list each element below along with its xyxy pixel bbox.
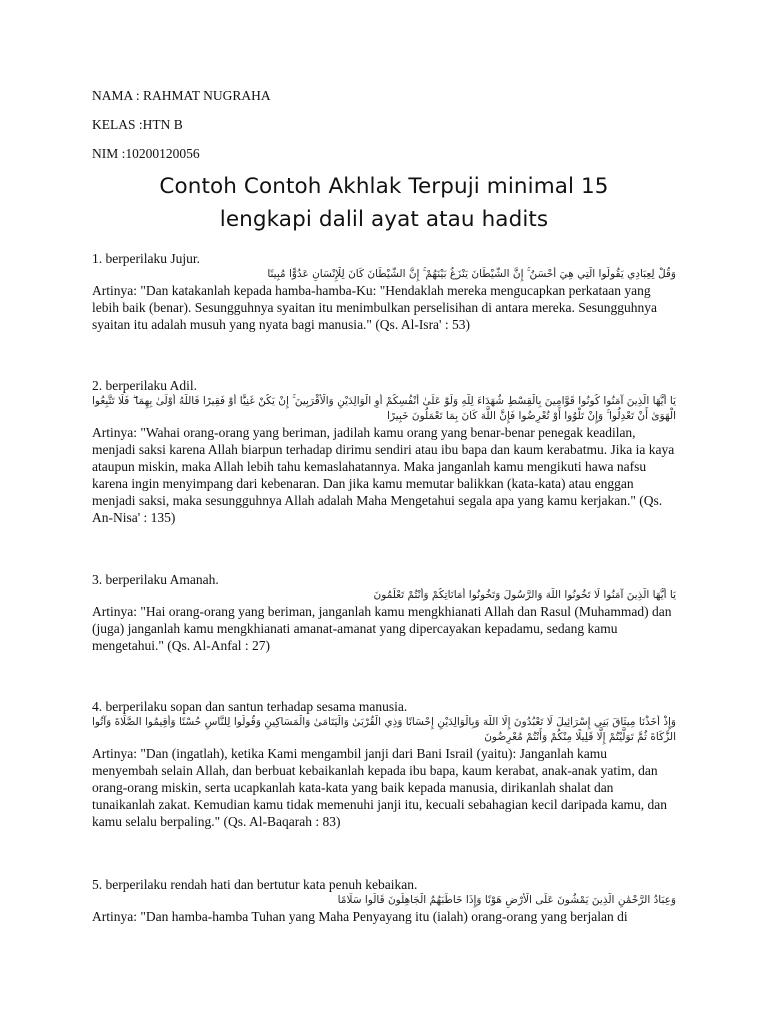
student-nim: NIM :10200120056 [92,146,200,161]
section-jujur [92,250,676,333]
verse-translation: Artinya: "Dan katakanlah kepada hamba-hamba-Ku: "Hendaklah mereka mengucapkan perkataan yang lebih baik (benar). Sesungguhnya syaitan itu menimbulkan perselisihan di antara mereka. Sesungguhnya syaitan itu adalah musuh yang nyata bagi manusia." (Qs. Al-Isra' : 53) [92,283,657,332]
document-title-line-1: Contoh Contoh Akhlak Terpuji minimal 15 [159,174,609,199]
verse-translation: Artinya: "Hai orang-orang yang beriman, janganlah kamu mengkhianati Allah dan Rasul (Muhammad) dan (juga) janganlah kamu mengkhianati amanat-amanat yang dipercayakan kepadamu, sedang kamu mengetahui." (Qs. Al-Anfal : 27) [92,604,672,653]
section-sopan-santun [92,698,676,830]
section-heading: 5. berperilaku rendah hati dan bertutur kata penuh kebaikan. [92,877,418,892]
document-title [92,170,676,236]
verse-translation: Artinya: "Wahai orang-orang yang beriman, jadilah kamu orang yang benar-benar penegak keadilan, menjadi saksi karena Allah biarpun terhadap dirimu sendiri atau ibu bapa dan kaum kerabatmu. Jika ia kaya ataupun miskin, maka Allah lebih tahu kemaslahatannya. Maka janganlah kamu mengikuti hawa nafsu karena ingin menyimpang dari kebenaran. Dan jika kamu memutar balikkan (kata-kata) atau enggan menjadi saksi, maka sesungguhnya Allah adalah Maha Mengetahui segala apa yang kamu kerjakan." (Qs. An-Nisa' : 135) [92,425,675,525]
arabic-verse: وَقُلْ لِعِبَادِي يَقُولُوا الَّتِي هِيَ أَحْسَنُ ۚ إِنَّ الشَّيْطَانَ يَنْزَغُ بَيْنَهُمْ ۚ إِنَّ الشَّيْطَانَ كَانَ لِلْإِنْسَانِ عَدُوًّا مُبِينًا [267,268,676,280]
section-heading: 4. berperilaku sopan dan santun terhadap sesama manusia. [92,699,408,714]
student-class: KELAS :HTN B [92,117,183,132]
section-amanah [92,571,676,654]
section-adil [92,377,676,526]
arabic-verse: يَا أَيُّهَا الَّذِينَ آمَنُوا لَا تَخُونُوا اللَّهَ وَالرَّسُولَ وَتَخُونُوا أَمَانَاتِكُمْ وَأَنْتُمْ تَعْلَمُونَ [373,589,676,601]
section-heading: 1. berperilaku Jujur. [92,251,200,266]
arabic-verse: وَعِبَادُ الرَّحْمَٰنِ الَّذِينَ يَمْشُونَ عَلَى الْأَرْضِ هَوْنًا وَإِذَا خَاطَبَهُمُ الْجَاهِلُونَ قَالُوا سَلَامًا [337,894,676,906]
arabic-verse: يَا أَيُّهَا الَّذِينَ آمَنُوا كُونُوا قَوَّامِينَ بِالْقِسْطِ شُهَدَاءَ لِلَّهِ وَلَوْ عَلَىٰ أَنْفُسِكُمْ أَوِ الْوَالِدَيْنِ وَالْأَقْرَبِينَ ۚ إِنْ يَكُنْ غَنِيًّا أَوْ فَقِيرًا فَاللَّهُ أَوْلَىٰ بِهِمَا ۖ فَلَا تَتَّبِعُوا الْهَوَىٰ أَنْ تَعْدِلُوا ۚ وَإِنْ تَلْوُوا أَوْ تُعْرِضُوا فَإِنَّ اللَّهَ كَانَ بِمَا تَعْمَلُونَ خَبِيرًا [92,395,676,422]
section-rendah-hati [92,876,676,925]
verse-translation: Artinya: "Dan hamba-hamba Tuhan yang Maha Penyayang itu (ialah) orang-orang yang berjalan di [92,909,628,924]
section-heading: 2. berperilaku Adil. [92,378,197,393]
arabic-verse: وَإِذْ أَخَذْنَا مِيثَاقَ بَنِي إِسْرَائِيلَ لَا تَعْبُدُونَ إِلَّا اللَّهَ وَبِالْوَالِدَيْنِ إِحْسَانًا وَذِي الْقُرْبَىٰ وَالْيَتَامَىٰ وَالْمَسَاكِينِ وَقُولُوا لِلنَّاسِ حُسْنًا وَأَقِيمُوا الصَّلَاةَ وَآتُوا الزَّكَاةَ ثُمَّ تَوَلَّيْتُمْ إِلَّا قَلِيلًا مِنْكُمْ وَأَنْتُمْ مُعْرِضُونَ [92,716,676,743]
section-heading: 3. berperilaku Amanah. [92,572,219,587]
student-name: NAMA : RAHMAT NUGRAHA [92,88,271,103]
document-title-line-2: lengkapi dalil ayat atau hadits [219,207,549,232]
verse-translation: Artinya: "Dan (ingatlah), ketika Kami mengambil janji dari Bani Israil (yaitu): Janganlah kamu menyembah selain Allah, dan berbuat kebaikanlah kepada ibu bapa, kaum kerabat, anak-anak yatim, dan orang-orang miskin, serta ucapkanlah kata-kata yang baik kepada manusia, dirikanlah shalat dan tunaikanlah zakat. Kemudian kamu tidak memenuhi janji itu, kecuali sebahagian kecil daripada kamu, dan kamu selalu berpaling." (Qs. Al-Baqarah : 83) [92,746,668,829]
